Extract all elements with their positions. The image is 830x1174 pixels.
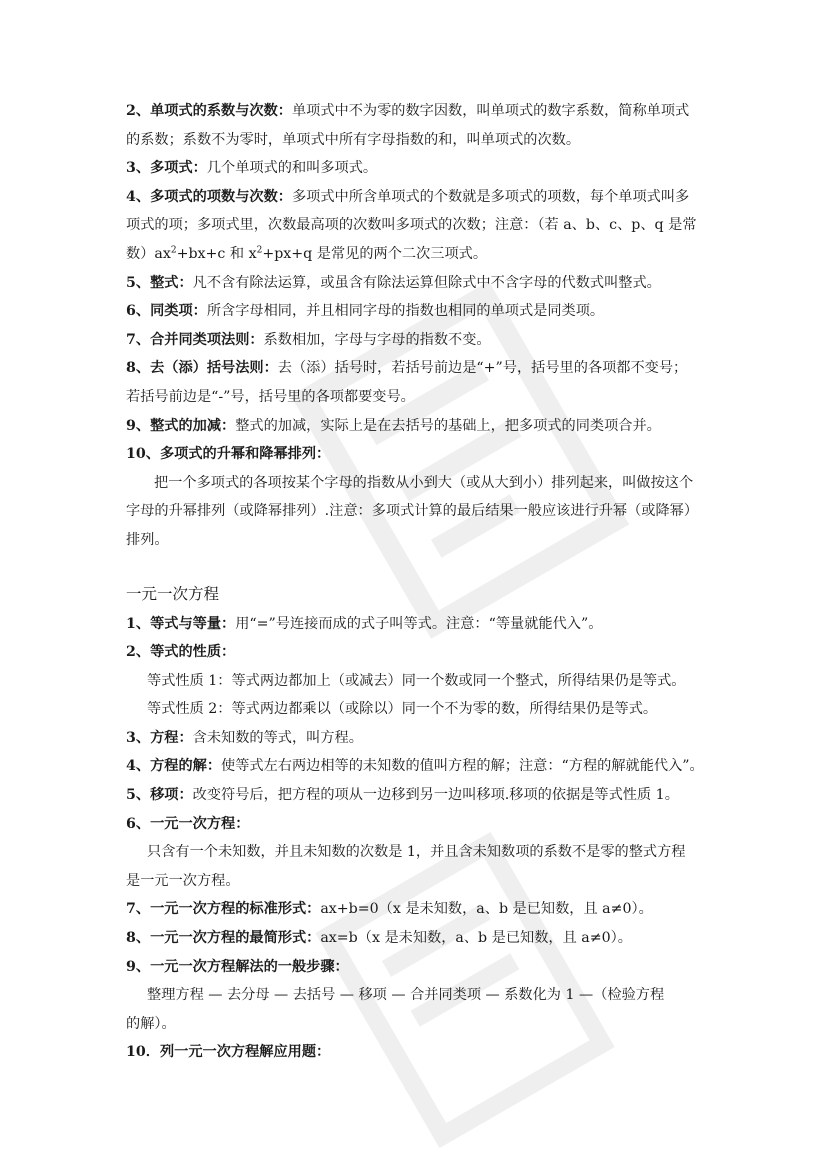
item-heading: 方程： xyxy=(150,729,193,746)
item-text-line: 只含有一个未知数，并且未知数的次数是 1，并且含未知数项的系数不是零的整式方程 xyxy=(147,844,686,861)
item-heading: 一元一次方程的标准形式： xyxy=(150,901,321,918)
item-heading: 多项式的项数与次数： xyxy=(150,188,292,205)
item-heading: 多项式的升幂和降幂排列： xyxy=(159,446,331,463)
item-heading: 去（添）括号法则： xyxy=(150,360,278,377)
item-equation: 3、方程：含未知数的等式，叫方程。 xyxy=(126,729,363,746)
item-text-line: 数）$ax^2+bx+c$ 和 $x^2+px+q$ 是常见的两个二次三项式。 xyxy=(126,245,488,262)
item-linear-equation: 6、一元一次方程： xyxy=(126,815,250,832)
item-word-problems: 10．列一元一次方程解应用题： xyxy=(126,1044,331,1061)
item-heading: 同类项： xyxy=(150,303,207,320)
item-heading: 一元一次方程： xyxy=(150,815,250,832)
item-heading: 方程的解： xyxy=(150,758,222,775)
item-polynomial: 3、多项式：几个单项式的和叫多项式。 xyxy=(126,160,378,177)
item-heading: 等式的性质： xyxy=(150,644,236,661)
item-heading: 列一元一次方程解应用题： xyxy=(159,1044,331,1061)
item-text-line: 项式的项；多项式里，次数最高项的次数叫多项式的次数；注意：（若 a、b、c、p、q 是常 xyxy=(126,217,697,234)
item-heading: 单项式的系数与次数： xyxy=(150,103,292,119)
item-text-line: 字母的升幂排列（或降幂排列）.注意：多项式计算的最后结果一般应该进行升幂（或降幂） xyxy=(126,503,699,520)
item-coefficient-degree: 2、单项式的系数与次数：单项式中不为零的数字因数，叫单项式的数字系数，简称单项式 xyxy=(126,103,690,119)
item-like-terms: 6、同类项：所含字母相同，并且相同字母的指数也相同的单项式是同类项。 xyxy=(126,303,605,320)
section-title: 一元一次方程 xyxy=(126,584,220,603)
item-equation-equality: 1、等式与等量：用“=”号连接而成的式子叫等式。注意：“等量就能代入”。 xyxy=(126,615,603,632)
item-text-line: 整理方程 — 去分母 — 去括号 — 移项 — 合并同类项 — 系数化为 1 —（检验方程 xyxy=(147,987,665,1004)
document-body xyxy=(126,97,710,1067)
item-integral-expression: 5、整式：凡不含有除法运算，或虽含有除法运算但除式中不含字母的代数式叫整式。 xyxy=(126,274,661,291)
item-add-subtract: 9、整式的加减：整式的加减，实际上是在去括号的基础上，把多项式的同类项合并。 xyxy=(126,417,661,434)
item-text-line: 把一个多项式的各项按某个字母的指数从小到大（或从大到小）排列起来，叫做按这个 xyxy=(154,474,694,491)
item-text-line: 是一元一次方程。 xyxy=(126,872,240,889)
item-text-line: 的系数；系数不为零时，单项式中所有字母指数的和，叫单项式的次数。 xyxy=(126,131,581,148)
item-terms-degree: 4、多项式的项数与次数：多项式中所含单项式的个数就是多项式的项数，每个单项式叫多 xyxy=(126,188,690,205)
item-transposition: 5、移项：改变符号后，把方程的项从一边移到另一边叫移项.移项的依据是等式性质 1。 xyxy=(126,787,679,804)
item-solution: 4、方程的解：使等式左右两边相等的未知数的值叫方程的解；注意：“方程的解就能代入”。 xyxy=(126,758,704,775)
item-standard-form: 7、一元一次方程的标准形式：ax+b=0（x 是未知数，a、b 是已知数，且 a≠0）。 xyxy=(126,901,653,918)
item-bracket-rule: 8、去（添）括号法则：去（添）括号时，若括号前边是“+”号，括号里的各项都不变号； xyxy=(126,360,688,377)
item-heading: 一元一次方程的最简形式： xyxy=(150,930,321,947)
item-heading: 整式的加减： xyxy=(150,417,236,434)
item-solving-steps: 9、一元一次方程解法的一般步骤： xyxy=(126,958,349,975)
item-ascending-descending: 10、多项式的升幂和降幂排列： xyxy=(126,446,331,463)
item-equation-properties: 2、等式的性质： xyxy=(126,644,236,661)
item-heading: 多项式： xyxy=(150,160,207,177)
item-combine-rule: 7、合并同类项法则：系数相加，字母与字母的指数不变。 xyxy=(126,331,491,348)
item-text-line: 等式性质 1：等式两边都加上（或减去）同一个数或同一个整式，所得结果仍是等式。 xyxy=(147,672,686,689)
item-heading: 合并同类项法则： xyxy=(150,331,264,348)
item-text-line: 的解）。 xyxy=(126,1015,176,1032)
item-text-line: 等式性质 2：等式两边都乘以（或除以）同一个不为零的数，所得结果仍是等式。 xyxy=(147,701,658,718)
item-text-line: 若括号前边是“-”号，括号里的各项都要变号。 xyxy=(126,388,415,405)
item-heading: 一元一次方程解法的一般步骤： xyxy=(150,958,349,975)
item-heading: 等式与等量： xyxy=(150,615,236,632)
item-text-line: 排列。 xyxy=(126,531,169,548)
item-heading: 移项： xyxy=(150,787,193,804)
item-simplest-form: 8、一元一次方程的最简形式：ax=b（x 是未知数，a、b 是已知数，且 a≠0）。 xyxy=(126,930,632,947)
item-heading: 整式： xyxy=(150,274,193,291)
